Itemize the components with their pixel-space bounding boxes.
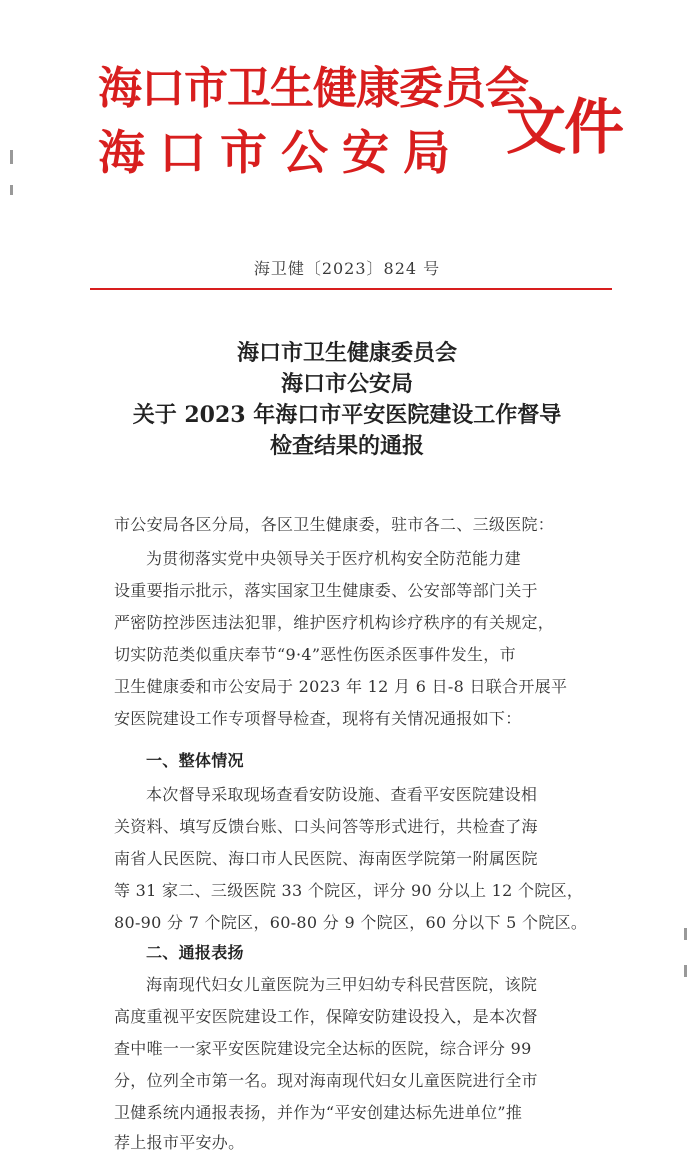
intro-line: 严密防控涉医违法犯罪，维护医疗机构诊疗秩序的有关规定， bbox=[114, 613, 555, 632]
intro-line: 为贯彻落实党中央领导关于医疗机构安全防范能力建 bbox=[146, 549, 521, 568]
section-1-line: 南省人民医院、海口市人民医院、海南医学院第一附属医院 bbox=[114, 849, 538, 868]
section-heading-overview: 一、整体情况 bbox=[146, 751, 244, 770]
title-line: 海口市公安局 bbox=[280, 371, 413, 397]
scan-mark bbox=[10, 185, 13, 195]
title-line: 海口市卫生健康委员会 bbox=[236, 340, 457, 366]
document-type-label: 文件 bbox=[506, 93, 622, 163]
intro-line: 卫生健康委和市公安局于 2023 年 12 月 6 日-8 日联合开展平 bbox=[114, 677, 568, 696]
section-2-line: 海南现代妇女儿童医院为三甲妇幼专科民营医院，该院 bbox=[146, 975, 538, 994]
title-line: 关于 2023 年海口市平安医院建设工作督导 bbox=[132, 402, 562, 428]
salutation: 市公安局各区分局，各区卫生健康委，驻市各二、三级医院： bbox=[114, 515, 555, 534]
title-line: 检查结果的通报 bbox=[269, 433, 424, 459]
section-2-line: 荐上报市平安办。 bbox=[114, 1133, 245, 1152]
section-2-line: 高度重视平安医院建设工作，保障安防建设投入，是本次督 bbox=[114, 1007, 538, 1026]
section-2-line: 查中唯一一家平安医院建设完全达标的医院，综合评分 99 bbox=[114, 1039, 532, 1058]
section-1-line: 关资料、填写反馈台账、口头问答等形式进行，共检查了海 bbox=[114, 817, 538, 836]
scan-mark bbox=[10, 150, 13, 164]
document-title bbox=[0, 338, 694, 462]
section-1-line: 80-90 分 7 个院区，60-80 分 9 个院区，60 分以下 5 个院区。 bbox=[114, 913, 588, 932]
issuer-health-commission: 海口市卫生健康委员会 bbox=[98, 63, 528, 114]
scan-mark bbox=[684, 965, 687, 977]
section-1-line: 等 31 家二、三级医院 33 个院区，评分 90 分以上 12 个院区， bbox=[114, 881, 584, 900]
red-divider bbox=[90, 288, 612, 290]
intro-line: 切实防范类似重庆奉节“9·4”恶性伤医杀医事件发生，市 bbox=[114, 645, 516, 664]
intro-line: 设重要指示批示，落实国家卫生健康委、公安部等部门关于 bbox=[114, 581, 538, 600]
section-2-line: 分，位列全市第一名。现对海南现代妇女儿童医院进行全市 bbox=[114, 1071, 538, 1090]
issuer-public-security-bureau: 海口市公安局 bbox=[98, 126, 464, 181]
section-2-line: 卫健系统内通报表扬，并作为“平安创建达标先进单位”推 bbox=[114, 1103, 523, 1122]
document-number: 海卫健〔2023〕824 号 bbox=[253, 259, 441, 278]
section-heading-commendation: 二、通报表扬 bbox=[146, 943, 244, 962]
section-1-line: 本次督导采取现场查看安防设施、查看平安医院建设相 bbox=[146, 785, 538, 804]
intro-line: 安医院建设工作专项督导检查，现将有关情况通报如下： bbox=[114, 709, 522, 728]
scan-mark bbox=[684, 928, 687, 940]
